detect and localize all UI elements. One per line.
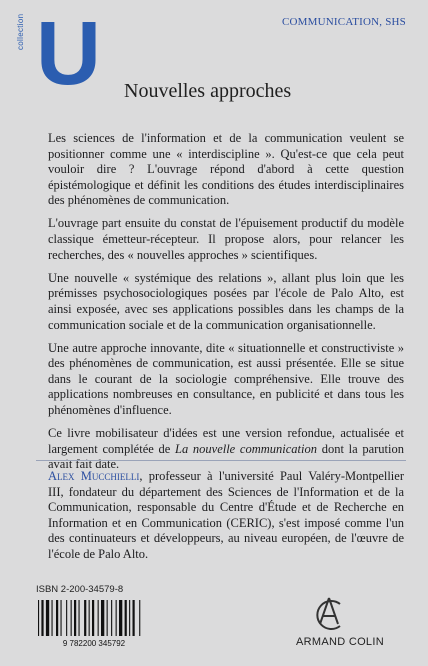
book-title: Nouvelles approches: [124, 80, 292, 102]
barcode-number: 9 782200 345792: [62, 639, 126, 648]
collection-u-logo: U: [36, 4, 101, 104]
barcode-icon: [30, 598, 158, 648]
summary-paragraph-4: Une autre approche innovante, dite « situationnelle et constructiviste » des phénomènes de communication, est aussi présentée. Elle se situe dans le courant de la sociologie compréhensive. Elle trouve des applications nombreuses en consultance, en publicité et dans tous les phénomènes d'influence.: [48, 340, 404, 417]
summary-paragraph-2: L'ouvrage part ensuite du constat de l'épuisement productif du modèle classique émetteur-récepteur. Il propose alors, pour relancer les recherches, des « nouvelles approches » scientifiques.: [48, 216, 404, 262]
author-name: Alex Mucchielli: [48, 469, 140, 483]
summary-paragraph-3: Une nouvelle « systémique des relations », allant plus loin que les prémisses psychosociologiques posées par l'école de Palo Alto, est ainsi exposée, avec ses applications possibles dans les champs de la communication sociale et de la communication organisationnelle.: [48, 270, 404, 332]
author-bio: [48, 469, 404, 563]
author-description: , professeur à l'université Paul Valéry-Montpellier III, fondateur du département des Sciences de l'Information et de la Communication, responsable du Centre d'Étude et de Recherche en Information et en Communication (CERIC), s'est imposé comme l'un des continuateurs et développeurs, au niveau européen, de l'œuvre de l'école de Palo Alto.: [48, 469, 404, 561]
summary-text: [48, 131, 404, 480]
summary-paragraph-1: Les sciences de l'information et de la communication veulent se positionner comme une « interdiscipline ». Qu'est-ce que cela peut vouloir dire ? L'ouvrage répond d'abord à cette question épistémologique et définit les conditions des études interdisciplinaires des phénomènes de communication.: [48, 131, 404, 208]
publisher-logo-icon: [304, 594, 354, 634]
series-name: COMMUNICATION, SHS: [281, 16, 406, 28]
collection-label: collection: [16, 13, 25, 50]
isbn: ISBN 2-200-34579-8: [36, 584, 124, 595]
summary-paragraph-5: [48, 426, 404, 473]
cited-book-title: La nouvelle communication: [175, 441, 317, 456]
publisher-name: ARMAND COLIN: [296, 636, 384, 648]
paragraph-5-start: Ce livre mobilisateur d'idées est une version refondue, actualisée et largement complétée de: [48, 426, 404, 456]
paragraph-5-end: dont la parution avait fait date.: [48, 441, 404, 472]
divider: [36, 460, 406, 461]
